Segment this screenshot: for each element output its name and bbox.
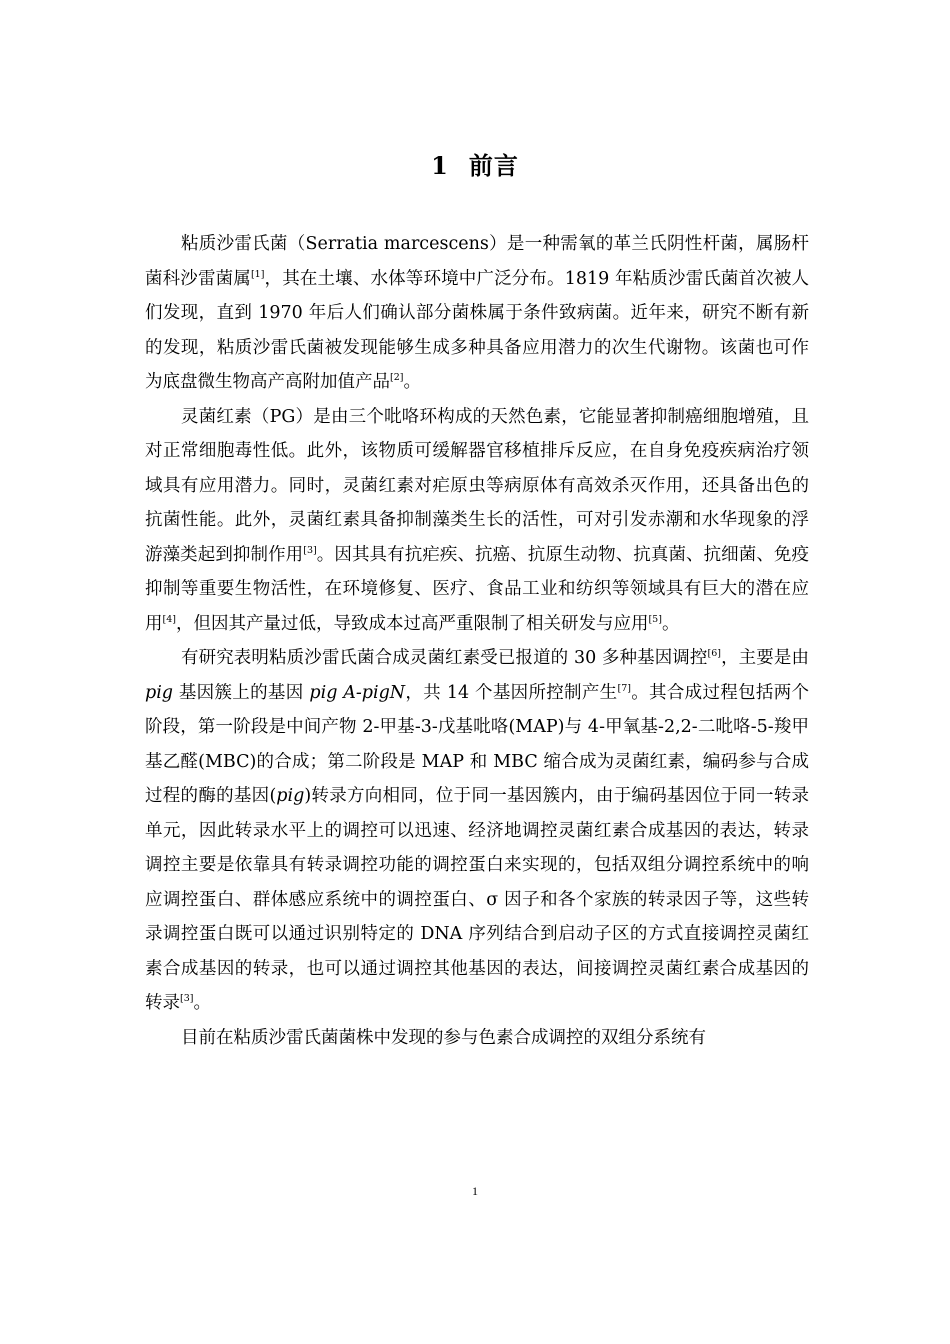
- paragraph-4: [145, 1021, 809, 1056]
- paragraph-3-text-e: 。其合成过程包括两个阶段，第一阶段是中间产物 2-甲基-3-戊基吡咯(MAP)与 4-甲氧基-2,2-二吡咯-5-羧甲基乙醛(MBC)的合成；第二阶段是 MAP 和 MBC 缩合成为灵菌红素，编码参与合成过程的酶的基因(: [145, 682, 809, 806]
- paragraph-1-text-c: 。: [403, 372, 421, 392]
- paragraph-3-text-b: ，主要是由: [720, 648, 809, 668]
- page-number: 1: [472, 1184, 478, 1198]
- section-heading: [0, 148, 950, 184]
- paragraph-2-text-d: 。: [661, 613, 680, 634]
- citation-5: [5]: [648, 613, 662, 625]
- citation-3: [3]: [303, 544, 317, 556]
- paragraph-2-text-b: 。因其具有抗疟疾、抗癌、抗原生动物、抗真菌、抗细菌、免疫抑制等重要生物活性，在环境修复、医疗、食品工业和纺织等领域具有巨大的潜在应用: [145, 544, 810, 634]
- citation-1: [1]: [250, 268, 265, 280]
- paragraph-3-text-c: 基因簇上的基因: [173, 682, 310, 703]
- citation-4: [4]: [162, 613, 176, 625]
- paragraph-3-text-a: 有研究表明粘质沙雷氏菌合成灵菌红素受已报道的 30 多种基因调控: [181, 648, 708, 668]
- paragraph-2: [145, 400, 809, 642]
- citation-3b: [3]: [180, 993, 194, 1004]
- paragraph-3-text-g: 。: [193, 993, 211, 1013]
- gene-name-pig: pig: [145, 682, 174, 703]
- paragraph-1: [145, 227, 809, 400]
- paragraph-3: [145, 641, 809, 1021]
- paragraph-4-text-a: 目前在粘质沙雷氏菌菌株中发现的参与色素合成调控的双组分系统有: [181, 1027, 706, 1048]
- citation-7: [7]: [617, 682, 631, 694]
- paragraph-2-text-a: 灵菌红素（PG）是由三个吡咯环构成的天然色素，它能显著抑制癌细胞增殖，且对正常细胞毒性低。此外，该物质可缓解器官移植排斥反应，在自身免疫疾病治疗领域具有应用潜力。同时，灵菌红素对疟原虫等病原体有高效杀灭作用，还具备出色的抗菌性能。此外，灵菌红素具备抑制藻类生长的活性，可对引发赤潮和水华现象的浮游藻类起到抑制作用: [145, 406, 809, 565]
- gene-name-pig-2: pig: [276, 786, 305, 806]
- section-number: 1: [431, 151, 449, 180]
- paragraph-3-text-f: )转录方向相同，位于同一基因簇内，由于编码基因位于同一转录单元，因此转录水平上的调控可以迅速、经济地调控灵菌红素合成基因的表达，转录调控主要是依靠具有转录调控功能的调控蛋白来实现的，包括双组分调控系统中的响应调控蛋白、群体感应系统中的调控蛋白、σ 因子和各个家族的转录因子等，这些转录调控蛋白既可以通过识别特定的 DNA 序列结合到启动子区的方式直接调控灵菌红素合成基因的转录，也可以通过调控其他基因的表达，间接调控灵菌红素合成基因的转录: [145, 786, 810, 1013]
- gene-range-pigA-pigN: pig A-pigN: [309, 682, 406, 703]
- citation-6: [6]: [707, 648, 721, 659]
- citation-2: [2]: [390, 372, 404, 383]
- body-text: [145, 227, 809, 1055]
- paragraph-1-text-a: 粘质沙雷氏菌（Serratia marcescens）是一种需氧的革兰氏阴性杆菌，属肠杆菌科沙雷菌属: [145, 234, 809, 289]
- paragraph-2-text-c: ，但因其产量过低，导致成本过高严重限制了相关研发与应用: [175, 613, 649, 634]
- paragraph-3-text-d: ，共 14 个基因所控制产生: [405, 682, 618, 703]
- paragraph-1-text-b: ，其在土壤、水体等环境中广泛分布。1819 年粘质沙雷氏菌首次被人们发现，直到 1970 年后人们确认部分菌株属于条件致病菌。近年来，研究不断有新的发现，粘质沙雷氏菌被发现能够生成多种具备应用潜力的次生代谢物。该菌也可作为底盘微生物高产高附加值产品: [145, 268, 809, 392]
- section-title: 前言: [468, 151, 519, 180]
